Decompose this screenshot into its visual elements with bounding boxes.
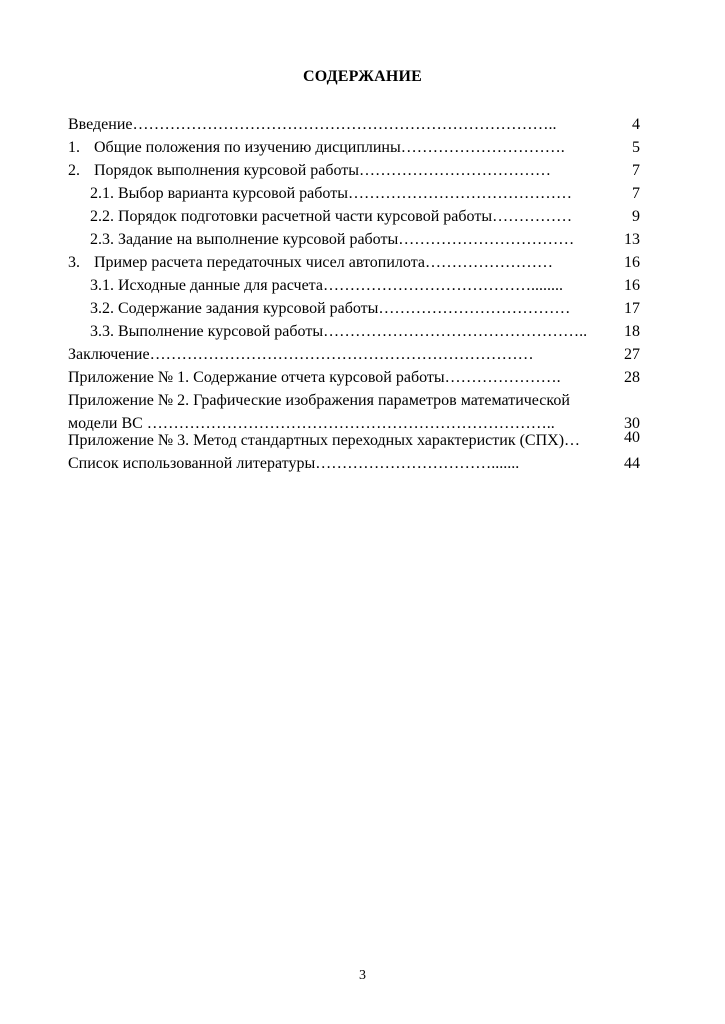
toc-page: 17 bbox=[624, 300, 640, 317]
page-number: 3 bbox=[359, 968, 366, 983]
toc-subentry bbox=[68, 297, 650, 320]
toc-subentry bbox=[68, 182, 650, 205]
toc-subentry bbox=[68, 274, 650, 297]
toc-text: 2.1. Выбор варианта курсовой работы bbox=[90, 185, 348, 202]
page-title: СОДЕРЖАНИЕ bbox=[302, 68, 423, 85]
toc-text: Общие положения по изучению дисциплины bbox=[94, 139, 401, 156]
toc-page: 13 bbox=[624, 231, 640, 248]
toc-leader: ……………………………… bbox=[359, 162, 552, 179]
toc-text: Список использованной литературы bbox=[68, 455, 316, 472]
toc-leader: ………………………………………………………………….. bbox=[142, 415, 555, 432]
toc-text: Заключение bbox=[68, 346, 150, 363]
toc-number: 1. bbox=[68, 139, 80, 156]
toc-leader: …………………………………........ bbox=[322, 277, 563, 294]
toc-page: 16 bbox=[624, 277, 640, 294]
toc-leader: …………………. bbox=[444, 369, 561, 386]
toc-text: Приложение № 1. Содержание отчета курсовой работы bbox=[68, 369, 445, 386]
toc-leader: …………………………………… bbox=[347, 185, 572, 202]
toc-text: 2.3. Задание на выполнение курсовой работы bbox=[90, 231, 399, 248]
toc-leader: …………………………. bbox=[400, 139, 565, 156]
toc-leader: …………………………………………………………………….. bbox=[132, 116, 557, 133]
toc-text: Порядок выполнения курсовой работы bbox=[94, 162, 360, 179]
toc-leader: …………………… bbox=[425, 254, 553, 271]
toc-page: 28 bbox=[624, 369, 640, 386]
toc-page: 40 bbox=[624, 429, 640, 446]
toc-page: 9 bbox=[632, 208, 640, 225]
toc-number: 2. bbox=[68, 162, 80, 179]
toc-text: Приложение № 2. Графические изображения параметров математической bbox=[68, 392, 570, 409]
toc-page: 18 bbox=[624, 323, 640, 340]
toc-leader: …………………………… bbox=[398, 231, 575, 248]
toc-leader: ………………………………………….. bbox=[323, 323, 588, 340]
toc-entry bbox=[68, 136, 650, 159]
toc-page: 5 bbox=[632, 139, 640, 156]
toc-text: 3.1. Исходные данные для расчета bbox=[90, 277, 323, 294]
toc-text: модели ВС bbox=[68, 415, 143, 432]
table-of-contents bbox=[68, 113, 650, 475]
toc-page: 27 bbox=[624, 346, 640, 363]
toc-page: 4 bbox=[632, 116, 640, 133]
toc-leader: …………… bbox=[492, 208, 573, 225]
toc-subentry bbox=[68, 205, 650, 228]
toc-entry bbox=[68, 389, 650, 412]
toc-entry bbox=[68, 366, 650, 389]
toc-leader: ……………………………………………………………… bbox=[149, 346, 534, 363]
toc-leader: ……………………………… bbox=[378, 300, 571, 317]
toc-entry bbox=[68, 343, 650, 366]
toc-entry bbox=[68, 159, 650, 182]
toc-number: 3. bbox=[68, 254, 80, 271]
toc-entry bbox=[68, 251, 650, 274]
toc-page: 7 bbox=[632, 162, 640, 179]
toc-subentry bbox=[68, 320, 650, 343]
toc-text: Приложение № 3. Метод стандартных переходных характеристик (СПХ) bbox=[68, 432, 565, 449]
toc-page: 30 bbox=[624, 415, 640, 432]
toc-page: 16 bbox=[624, 254, 640, 271]
toc-page: 44 bbox=[624, 455, 640, 472]
toc-text: 3.2. Содержание задания курсовой работы bbox=[90, 300, 379, 317]
toc-text: 3.3. Выполнение курсовой работы bbox=[90, 323, 324, 340]
toc-entry bbox=[68, 429, 650, 452]
toc-entry bbox=[68, 452, 650, 475]
toc-entry bbox=[68, 113, 650, 136]
toc-text: 2.2. Порядок подготовки расчетной части курсовой работы bbox=[90, 208, 493, 225]
toc-subentry bbox=[68, 228, 650, 251]
toc-text: Введение bbox=[68, 116, 133, 133]
toc-page: 7 bbox=[632, 185, 640, 202]
toc-text: Пример расчета передаточных чисел автопилота bbox=[94, 254, 425, 271]
toc-leader: … bbox=[564, 432, 581, 449]
toc-leader: ……………………………....... bbox=[315, 455, 520, 472]
